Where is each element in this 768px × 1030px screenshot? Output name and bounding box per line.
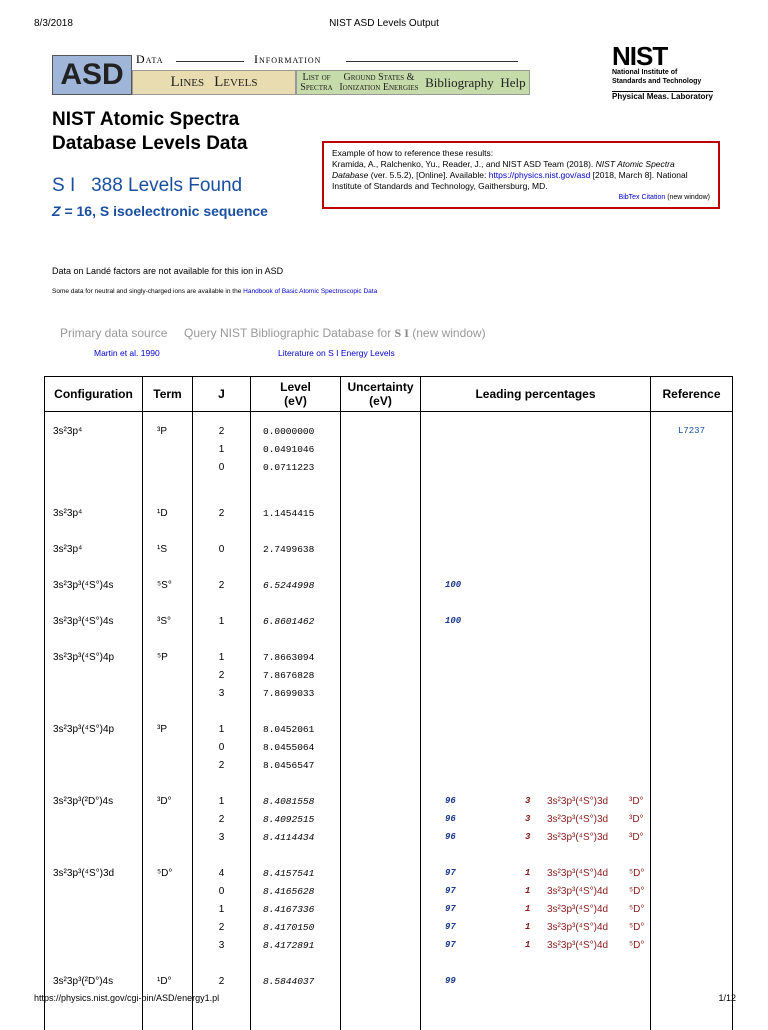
secondary-term: ³D° bbox=[629, 814, 644, 825]
cell-uncertainty bbox=[341, 864, 421, 882]
table-row bbox=[45, 936, 733, 954]
leading-percent: 97 bbox=[445, 940, 456, 950]
cell-reference bbox=[651, 900, 733, 918]
citation-intro: Example of how to reference these results: bbox=[332, 148, 710, 159]
table-row bbox=[45, 864, 733, 882]
table-body bbox=[45, 412, 733, 1030]
table-row bbox=[45, 440, 733, 458]
cell-term: ¹S bbox=[143, 540, 193, 558]
cell-reference bbox=[651, 756, 733, 774]
leading-percent: 100 bbox=[445, 580, 461, 590]
cell-level: 8.0452061 bbox=[251, 720, 341, 738]
nav-list-spectra-line1: List of bbox=[302, 72, 330, 83]
table-row bbox=[45, 810, 733, 828]
cell-reference bbox=[651, 540, 733, 558]
col-level bbox=[251, 377, 341, 412]
cell-term bbox=[143, 918, 193, 936]
secondary-term: ⁵D° bbox=[629, 868, 644, 879]
cell-term bbox=[143, 684, 193, 702]
cell-uncertainty bbox=[341, 458, 421, 476]
spacer-row bbox=[45, 476, 733, 504]
page-title bbox=[52, 108, 247, 156]
cell-j: 3 bbox=[193, 684, 251, 702]
cell-uncertainty bbox=[341, 900, 421, 918]
cell-configuration bbox=[45, 458, 143, 476]
cell-configuration: 3s²3p³(²D°)4s bbox=[45, 972, 143, 990]
cell-configuration: 3s²3p³(⁴S°)4p bbox=[45, 648, 143, 666]
asd-logo[interactable]: ASD bbox=[52, 55, 132, 95]
handbook-link[interactable]: Handbook of Basic Atomic Spectroscopic Data bbox=[243, 288, 377, 295]
bibtex-note: (new window) bbox=[665, 194, 710, 201]
col-level-unit: (eV) bbox=[284, 394, 307, 408]
table-row bbox=[45, 576, 733, 594]
secondary-configuration: 3s²3p³(⁴S°)3d bbox=[547, 814, 608, 825]
cell-level: 8.4172891 bbox=[251, 936, 341, 954]
iso-z-symbol: Z bbox=[52, 203, 61, 219]
secondary-configuration: 3s²3p³(⁴S°)4d bbox=[547, 940, 608, 951]
information-category-rule bbox=[346, 61, 518, 62]
cell-level: 8.4165628 bbox=[251, 882, 341, 900]
leading-percent: 96 bbox=[445, 832, 456, 842]
cell-reference bbox=[651, 918, 733, 936]
cell-uncertainty bbox=[341, 720, 421, 738]
table-row bbox=[45, 504, 733, 522]
cell-j: 2 bbox=[193, 918, 251, 936]
cell-leading-percentages bbox=[421, 684, 651, 702]
leading-percent: 97 bbox=[445, 868, 456, 878]
table-row bbox=[45, 882, 733, 900]
cell-term: ¹D° bbox=[143, 972, 193, 990]
cell-leading-percentages bbox=[421, 900, 651, 918]
cell-reference bbox=[651, 828, 733, 846]
cell-configuration: 3s²3p³(²D°)4s bbox=[45, 792, 143, 810]
print-url: https://physics.nist.gov/cgi-bin/ASD/energy1.pl bbox=[34, 993, 219, 1003]
cell-leading-percentages bbox=[421, 648, 651, 666]
nav-help-link[interactable]: Help bbox=[500, 75, 525, 91]
nav-ground-line1: Ground States & bbox=[343, 72, 414, 83]
cell-reference bbox=[651, 720, 733, 738]
query-literature-link[interactable]: Literature on S I Energy Levels bbox=[278, 348, 395, 358]
cell-j: 4 bbox=[193, 864, 251, 882]
citation-box bbox=[322, 141, 720, 209]
reference-link[interactable]: L7237 bbox=[678, 426, 705, 436]
cell-j: 3 bbox=[193, 828, 251, 846]
spacer-row bbox=[45, 702, 733, 720]
cell-term bbox=[143, 810, 193, 828]
cell-leading-percentages bbox=[421, 540, 651, 558]
citation-url-link[interactable]: https://physics.nist.gov/asd bbox=[489, 170, 591, 180]
cell-uncertainty bbox=[341, 810, 421, 828]
cell-level: 8.4170150 bbox=[251, 918, 341, 936]
col-configuration: Configuration bbox=[45, 377, 143, 412]
secondary-configuration: 3s²3p³(⁴S°)3d bbox=[547, 796, 608, 807]
cell-j: 2 bbox=[193, 576, 251, 594]
leading-percent: 97 bbox=[445, 886, 456, 896]
cell-j: 0 bbox=[193, 882, 251, 900]
spacer-row bbox=[45, 954, 733, 972]
cell-term: ³P bbox=[143, 422, 193, 440]
cell-level: 7.8663094 bbox=[251, 648, 341, 666]
cell-level: 8.4167336 bbox=[251, 900, 341, 918]
data-category-rule bbox=[176, 61, 244, 62]
asd-banner bbox=[52, 52, 532, 98]
cell-j: 3 bbox=[193, 936, 251, 954]
print-page-number: 1/12 bbox=[718, 993, 736, 1003]
print-title: NIST ASD Levels Output bbox=[0, 18, 768, 29]
table-row bbox=[45, 756, 733, 774]
cell-reference bbox=[651, 882, 733, 900]
col-j: J bbox=[193, 377, 251, 412]
cell-level: 8.0456547 bbox=[251, 756, 341, 774]
data-nav bbox=[132, 70, 296, 95]
col-uncertainty-unit: (eV) bbox=[369, 394, 392, 408]
cell-leading-percentages bbox=[421, 440, 651, 458]
cell-level: 8.4081558 bbox=[251, 792, 341, 810]
cell-uncertainty bbox=[341, 612, 421, 630]
spacer-row bbox=[45, 594, 733, 612]
cell-reference bbox=[651, 504, 733, 522]
col-uncertainty-label: Uncertainty bbox=[347, 380, 413, 394]
secondary-term: ⁵D° bbox=[629, 940, 644, 951]
nav-bibliography-link[interactable]: Bibliography bbox=[425, 75, 494, 91]
spacer-row bbox=[45, 846, 733, 864]
cell-j: 2 bbox=[193, 810, 251, 828]
cell-configuration bbox=[45, 440, 143, 458]
table-row bbox=[45, 648, 733, 666]
primary-source-link[interactable]: Martin et al. 1990 bbox=[94, 348, 160, 358]
cell-leading-percentages bbox=[421, 756, 651, 774]
cell-level: 0.0711223 bbox=[251, 458, 341, 476]
cell-reference bbox=[651, 648, 733, 666]
cell-leading-percentages bbox=[421, 792, 651, 810]
cell-uncertainty bbox=[341, 504, 421, 522]
table-row bbox=[45, 422, 733, 440]
cell-j: 1 bbox=[193, 612, 251, 630]
cell-configuration bbox=[45, 918, 143, 936]
secondary-percent: 1 bbox=[525, 904, 530, 914]
cell-reference bbox=[651, 792, 733, 810]
cell-reference bbox=[651, 936, 733, 954]
cell-leading-percentages bbox=[421, 504, 651, 522]
information-category-label: Information bbox=[254, 52, 321, 67]
cell-level: 1.1454415 bbox=[251, 504, 341, 522]
cell-leading-percentages bbox=[421, 666, 651, 684]
table-row bbox=[45, 540, 733, 558]
cell-term bbox=[143, 458, 193, 476]
cell-term: ⁵S° bbox=[143, 576, 193, 594]
col-reference: Reference bbox=[651, 377, 733, 412]
cell-configuration bbox=[45, 756, 143, 774]
col-leading-percentages: Leading percentages bbox=[421, 377, 651, 412]
table-row bbox=[45, 684, 733, 702]
secondary-percent: 1 bbox=[525, 886, 530, 896]
query-label-note: (new window) bbox=[409, 326, 486, 340]
secondary-configuration: 3s²3p³(⁴S°)3d bbox=[547, 832, 608, 843]
isoelectronic-sequence bbox=[52, 203, 268, 219]
spacer-row bbox=[45, 412, 733, 423]
cell-term: ⁵P bbox=[143, 648, 193, 666]
cell-leading-percentages bbox=[421, 882, 651, 900]
cell-term bbox=[143, 738, 193, 756]
cell-leading-percentages bbox=[421, 720, 651, 738]
cell-uncertainty bbox=[341, 666, 421, 684]
nist-line2: Standards and Technology bbox=[612, 77, 722, 86]
cell-configuration bbox=[45, 900, 143, 918]
cell-uncertainty bbox=[341, 918, 421, 936]
cell-uncertainty bbox=[341, 828, 421, 846]
spacer-row bbox=[45, 522, 733, 540]
cell-level: 8.0455064 bbox=[251, 738, 341, 756]
table-row bbox=[45, 792, 733, 810]
levels-table bbox=[44, 376, 733, 1030]
cell-configuration bbox=[45, 936, 143, 954]
cell-uncertainty bbox=[341, 756, 421, 774]
cell-reference bbox=[651, 440, 733, 458]
cell-reference bbox=[651, 864, 733, 882]
table-row bbox=[45, 828, 733, 846]
table-row bbox=[45, 720, 733, 738]
col-uncertainty bbox=[341, 377, 421, 412]
query-label-text: Query NIST Bibliographic Database for bbox=[184, 326, 395, 340]
cell-j: 2 bbox=[193, 422, 251, 440]
primary-source-label: Primary data source bbox=[60, 326, 167, 340]
table-row bbox=[45, 972, 733, 990]
cell-leading-percentages bbox=[421, 936, 651, 954]
cell-reference bbox=[651, 576, 733, 594]
cell-level: 0.0491046 bbox=[251, 440, 341, 458]
cell-uncertainty bbox=[341, 972, 421, 990]
cell-leading-percentages bbox=[421, 738, 651, 756]
cell-reference bbox=[651, 972, 733, 990]
cell-uncertainty bbox=[341, 440, 421, 458]
citation-authors: Kramida, A., Ralchenko, Yu., Reader, J., and NIST ASD Team (2018). bbox=[332, 159, 596, 169]
print-date: 8/3/2018 bbox=[34, 18, 73, 29]
cell-term: ³P bbox=[143, 720, 193, 738]
cell-configuration: 3s²3p⁴ bbox=[45, 422, 143, 440]
cell-configuration: 3s²3p³(⁴S°)3d bbox=[45, 864, 143, 882]
cell-leading-percentages bbox=[421, 612, 651, 630]
secondary-configuration: 3s²3p³(⁴S°)4d bbox=[547, 904, 608, 915]
query-biblio-label bbox=[184, 326, 486, 341]
nav-lines-link[interactable]: Lines bbox=[171, 74, 205, 91]
cell-term bbox=[143, 900, 193, 918]
secondary-percent: 3 bbox=[525, 796, 530, 806]
cell-term: ³S° bbox=[143, 612, 193, 630]
nav-ground-states-link[interactable] bbox=[339, 73, 418, 93]
cell-configuration bbox=[45, 738, 143, 756]
secondary-percent: 1 bbox=[525, 922, 530, 932]
leading-percent: 96 bbox=[445, 796, 456, 806]
table-header-row bbox=[45, 377, 733, 412]
handbook-note-text: Some data for neutral and singly-charged ions are available in the bbox=[52, 288, 243, 295]
cell-term bbox=[143, 936, 193, 954]
query-label-ion: S I bbox=[395, 326, 409, 340]
cell-reference bbox=[651, 612, 733, 630]
secondary-percent: 3 bbox=[525, 832, 530, 842]
table-row bbox=[45, 738, 733, 756]
cell-reference bbox=[651, 738, 733, 756]
cell-uncertainty bbox=[341, 576, 421, 594]
lande-note: Data on Landé factors are not available for this ion in ASD bbox=[52, 266, 283, 276]
nist-line1: National Institute of bbox=[612, 68, 722, 77]
cell-j: 2 bbox=[193, 756, 251, 774]
cell-level: 8.4157541 bbox=[251, 864, 341, 882]
spacer-row bbox=[45, 558, 733, 576]
cell-configuration: 3s²3p⁴ bbox=[45, 504, 143, 522]
cell-leading-percentages bbox=[421, 422, 651, 440]
page-title-line2: Database Levels Data bbox=[52, 133, 247, 154]
table-row bbox=[45, 666, 733, 684]
cell-j: 2 bbox=[193, 666, 251, 684]
cell-leading-percentages bbox=[421, 458, 651, 476]
cell-uncertainty bbox=[341, 648, 421, 666]
leading-percent: 97 bbox=[445, 922, 456, 932]
bibtex-line bbox=[332, 192, 710, 203]
cell-reference bbox=[651, 666, 733, 684]
nav-levels-link[interactable]: Levels bbox=[214, 74, 257, 91]
citation-db-name: NIST Atomic Spectra Database bbox=[332, 159, 675, 180]
leading-percent: 97 bbox=[445, 904, 456, 914]
information-nav bbox=[296, 70, 530, 95]
secondary-term: ⁵D° bbox=[629, 904, 644, 915]
cell-level: 6.8601462 bbox=[251, 612, 341, 630]
cell-level: 7.8676828 bbox=[251, 666, 341, 684]
cell-reference bbox=[651, 810, 733, 828]
leading-percent: 100 bbox=[445, 616, 461, 626]
cell-configuration bbox=[45, 882, 143, 900]
bibtex-link[interactable]: BibTex Citation bbox=[619, 194, 666, 201]
table-row bbox=[45, 900, 733, 918]
nist-logo[interactable] bbox=[612, 44, 722, 104]
cell-uncertainty bbox=[341, 684, 421, 702]
cell-level: 8.4114434 bbox=[251, 828, 341, 846]
cell-leading-percentages bbox=[421, 918, 651, 936]
citation-text bbox=[332, 159, 710, 192]
secondary-percent: 1 bbox=[525, 868, 530, 878]
spacer-row bbox=[45, 630, 733, 648]
cell-configuration bbox=[45, 666, 143, 684]
nav-list-spectra-line2: Spectra bbox=[300, 82, 332, 93]
cell-uncertainty bbox=[341, 540, 421, 558]
cell-level: 7.8699033 bbox=[251, 684, 341, 702]
cell-j: 1 bbox=[193, 720, 251, 738]
cell-term: ³D° bbox=[143, 792, 193, 810]
cell-configuration bbox=[45, 828, 143, 846]
cell-term bbox=[143, 440, 193, 458]
cell-level: 6.5244998 bbox=[251, 576, 341, 594]
secondary-term: ³D° bbox=[629, 832, 644, 843]
nav-list-spectra-link[interactable] bbox=[300, 73, 332, 93]
col-level-label: Level bbox=[280, 380, 311, 394]
table-row bbox=[45, 458, 733, 476]
cell-configuration bbox=[45, 810, 143, 828]
cell-level: 0.0000000 bbox=[251, 422, 341, 440]
cell-configuration: 3s²3p³(⁴S°)4s bbox=[45, 576, 143, 594]
cell-uncertainty bbox=[341, 792, 421, 810]
ion-header: S I 388 Levels Found bbox=[52, 175, 242, 197]
iso-rest: = 16, S isoelectronic sequence bbox=[61, 203, 268, 219]
cell-j: 1 bbox=[193, 440, 251, 458]
cell-uncertainty bbox=[341, 738, 421, 756]
cell-configuration: 3s²3p³(⁴S°)4s bbox=[45, 612, 143, 630]
cell-j: 0 bbox=[193, 458, 251, 476]
cell-leading-percentages bbox=[421, 864, 651, 882]
cell-level: 8.4092515 bbox=[251, 810, 341, 828]
cell-term bbox=[143, 882, 193, 900]
citation-version: (ver. 5.5.2), [Online]. Available: bbox=[368, 170, 488, 180]
cell-leading-percentages bbox=[421, 972, 651, 990]
cell-uncertainty bbox=[341, 936, 421, 954]
cell-leading-percentages bbox=[421, 828, 651, 846]
secondary-configuration: 3s²3p³(⁴S°)4d bbox=[547, 886, 608, 897]
cell-leading-percentages bbox=[421, 810, 651, 828]
cell-reference bbox=[651, 458, 733, 476]
secondary-term: ⁵D° bbox=[629, 922, 644, 933]
cell-configuration: 3s²3p³(⁴S°)4p bbox=[45, 720, 143, 738]
nist-wordmark: NIST bbox=[612, 44, 722, 68]
cell-term bbox=[143, 666, 193, 684]
table-row bbox=[45, 612, 733, 630]
leading-percent: 96 bbox=[445, 814, 456, 824]
nav-ground-line2: Ionization Energies bbox=[339, 82, 418, 93]
secondary-configuration: 3s²3p³(⁴S°)4d bbox=[547, 922, 608, 933]
cell-term: ⁵D° bbox=[143, 864, 193, 882]
cell-term: ¹D bbox=[143, 504, 193, 522]
secondary-term: ⁵D° bbox=[629, 886, 644, 897]
cell-j: 2 bbox=[193, 504, 251, 522]
handbook-note bbox=[52, 288, 377, 295]
cell-configuration: 3s²3p⁴ bbox=[45, 540, 143, 558]
cell-term bbox=[143, 828, 193, 846]
cell-level: 2.7499638 bbox=[251, 540, 341, 558]
cell-reference bbox=[651, 422, 733, 440]
col-term: Term bbox=[143, 377, 193, 412]
secondary-term: ³D° bbox=[629, 796, 644, 807]
nist-lab-line: Physical Meas. Laboratory bbox=[612, 91, 713, 101]
cell-j: 0 bbox=[193, 738, 251, 756]
data-category-label: Data bbox=[136, 52, 164, 67]
citation-date-institute: [2018, March 8]. National Institute of Standards and Technology, Gaithersburg, MD. bbox=[332, 170, 688, 191]
cell-term bbox=[143, 756, 193, 774]
cell-uncertainty bbox=[341, 422, 421, 440]
secondary-percent: 3 bbox=[525, 814, 530, 824]
cell-j: 1 bbox=[193, 900, 251, 918]
table-row bbox=[45, 918, 733, 936]
cell-configuration bbox=[45, 684, 143, 702]
cell-leading-percentages bbox=[421, 576, 651, 594]
cell-j: 1 bbox=[193, 648, 251, 666]
cell-j: 2 bbox=[193, 972, 251, 990]
cell-level: 8.5844037 bbox=[251, 972, 341, 990]
leading-percent: 99 bbox=[445, 976, 456, 986]
secondary-percent: 1 bbox=[525, 940, 530, 950]
secondary-configuration: 3s²3p³(⁴S°)4d bbox=[547, 868, 608, 879]
cell-j: 0 bbox=[193, 540, 251, 558]
cell-j: 1 bbox=[193, 792, 251, 810]
page-title-line1: NIST Atomic Spectra bbox=[52, 109, 239, 130]
cell-uncertainty bbox=[341, 882, 421, 900]
cell-reference bbox=[651, 684, 733, 702]
spacer-row bbox=[45, 774, 733, 792]
